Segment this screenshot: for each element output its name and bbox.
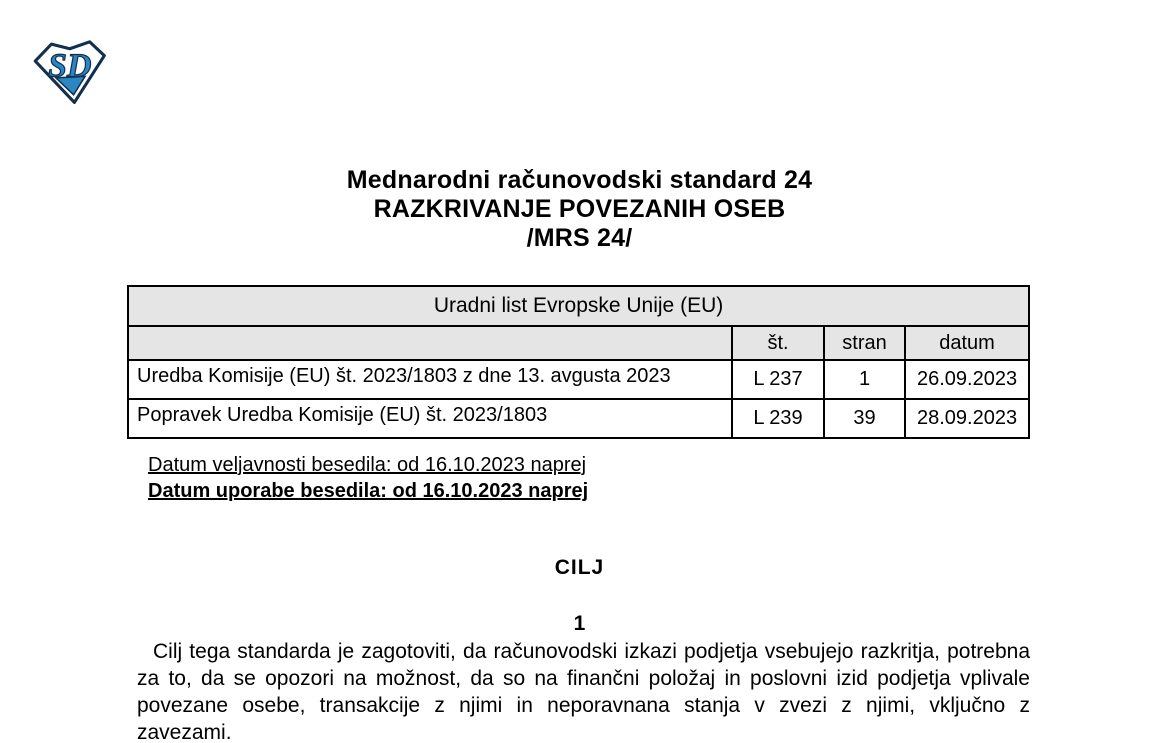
application-date-line: Datum uporabe besedila: od 16.10.2023 naprej	[148, 480, 589, 502]
date-cell: 28.09.2023	[905, 399, 1029, 438]
section-heading-cilj: CILJ	[554, 556, 605, 579]
regulation-name-cell: Popravek Uredba Komisije (EU) št. 2023/1803	[128, 399, 732, 438]
sd-logo-icon	[30, 38, 108, 104]
validity-date-line: Datum veljavnosti besedila: od 16.10.2023 naprej	[148, 454, 587, 476]
page-cell: 1	[824, 360, 905, 399]
column-header-number: št.	[732, 326, 824, 360]
table-caption: Uradni list Evropske Unije (EU)	[128, 286, 1029, 326]
number-cell: L 237	[732, 360, 824, 399]
number-cell: L 239	[732, 399, 824, 438]
page-cell: 39	[824, 399, 905, 438]
document-title-line3: /MRS 24/	[526, 224, 633, 252]
date-cell: 26.09.2023	[905, 360, 1029, 399]
table-header-row	[128, 326, 1029, 360]
validity-dates-block	[148, 452, 588, 504]
table-row	[128, 360, 1029, 399]
column-header-date: datum	[905, 326, 1029, 360]
table-caption-row	[128, 286, 1029, 326]
regulation-name-cell: Uredba Komisije (EU) št. 2023/1803 z dne 13. avgusta 2023	[128, 360, 732, 399]
document-title-line2: RAZKRIVANJE POVEZANIH OSEB	[373, 195, 786, 223]
column-header-page: stran	[824, 326, 905, 360]
paragraph-number: 1	[573, 612, 586, 635]
table-row	[128, 399, 1029, 438]
document-title	[127, 166, 1032, 253]
objective-paragraph: Cilj tega standarda je zagotoviti, da računovodski izkazi podjetja vsebujejo razkritja, potrebna za to, da se opozori na možnost, da so na finančni položaj in poslovni izid podjetja vplivale povezane osebe, transakcije z njimi in neporavnana stanja v zvezi z njimi, vključno z zavezami.	[137, 640, 1030, 743]
document-title-line1: Mednarodni računovodski standard 24	[346, 166, 813, 194]
svg-text:SD: SD	[48, 47, 92, 85]
eu-official-journal-table	[127, 285, 1030, 439]
column-header-description	[128, 326, 732, 360]
